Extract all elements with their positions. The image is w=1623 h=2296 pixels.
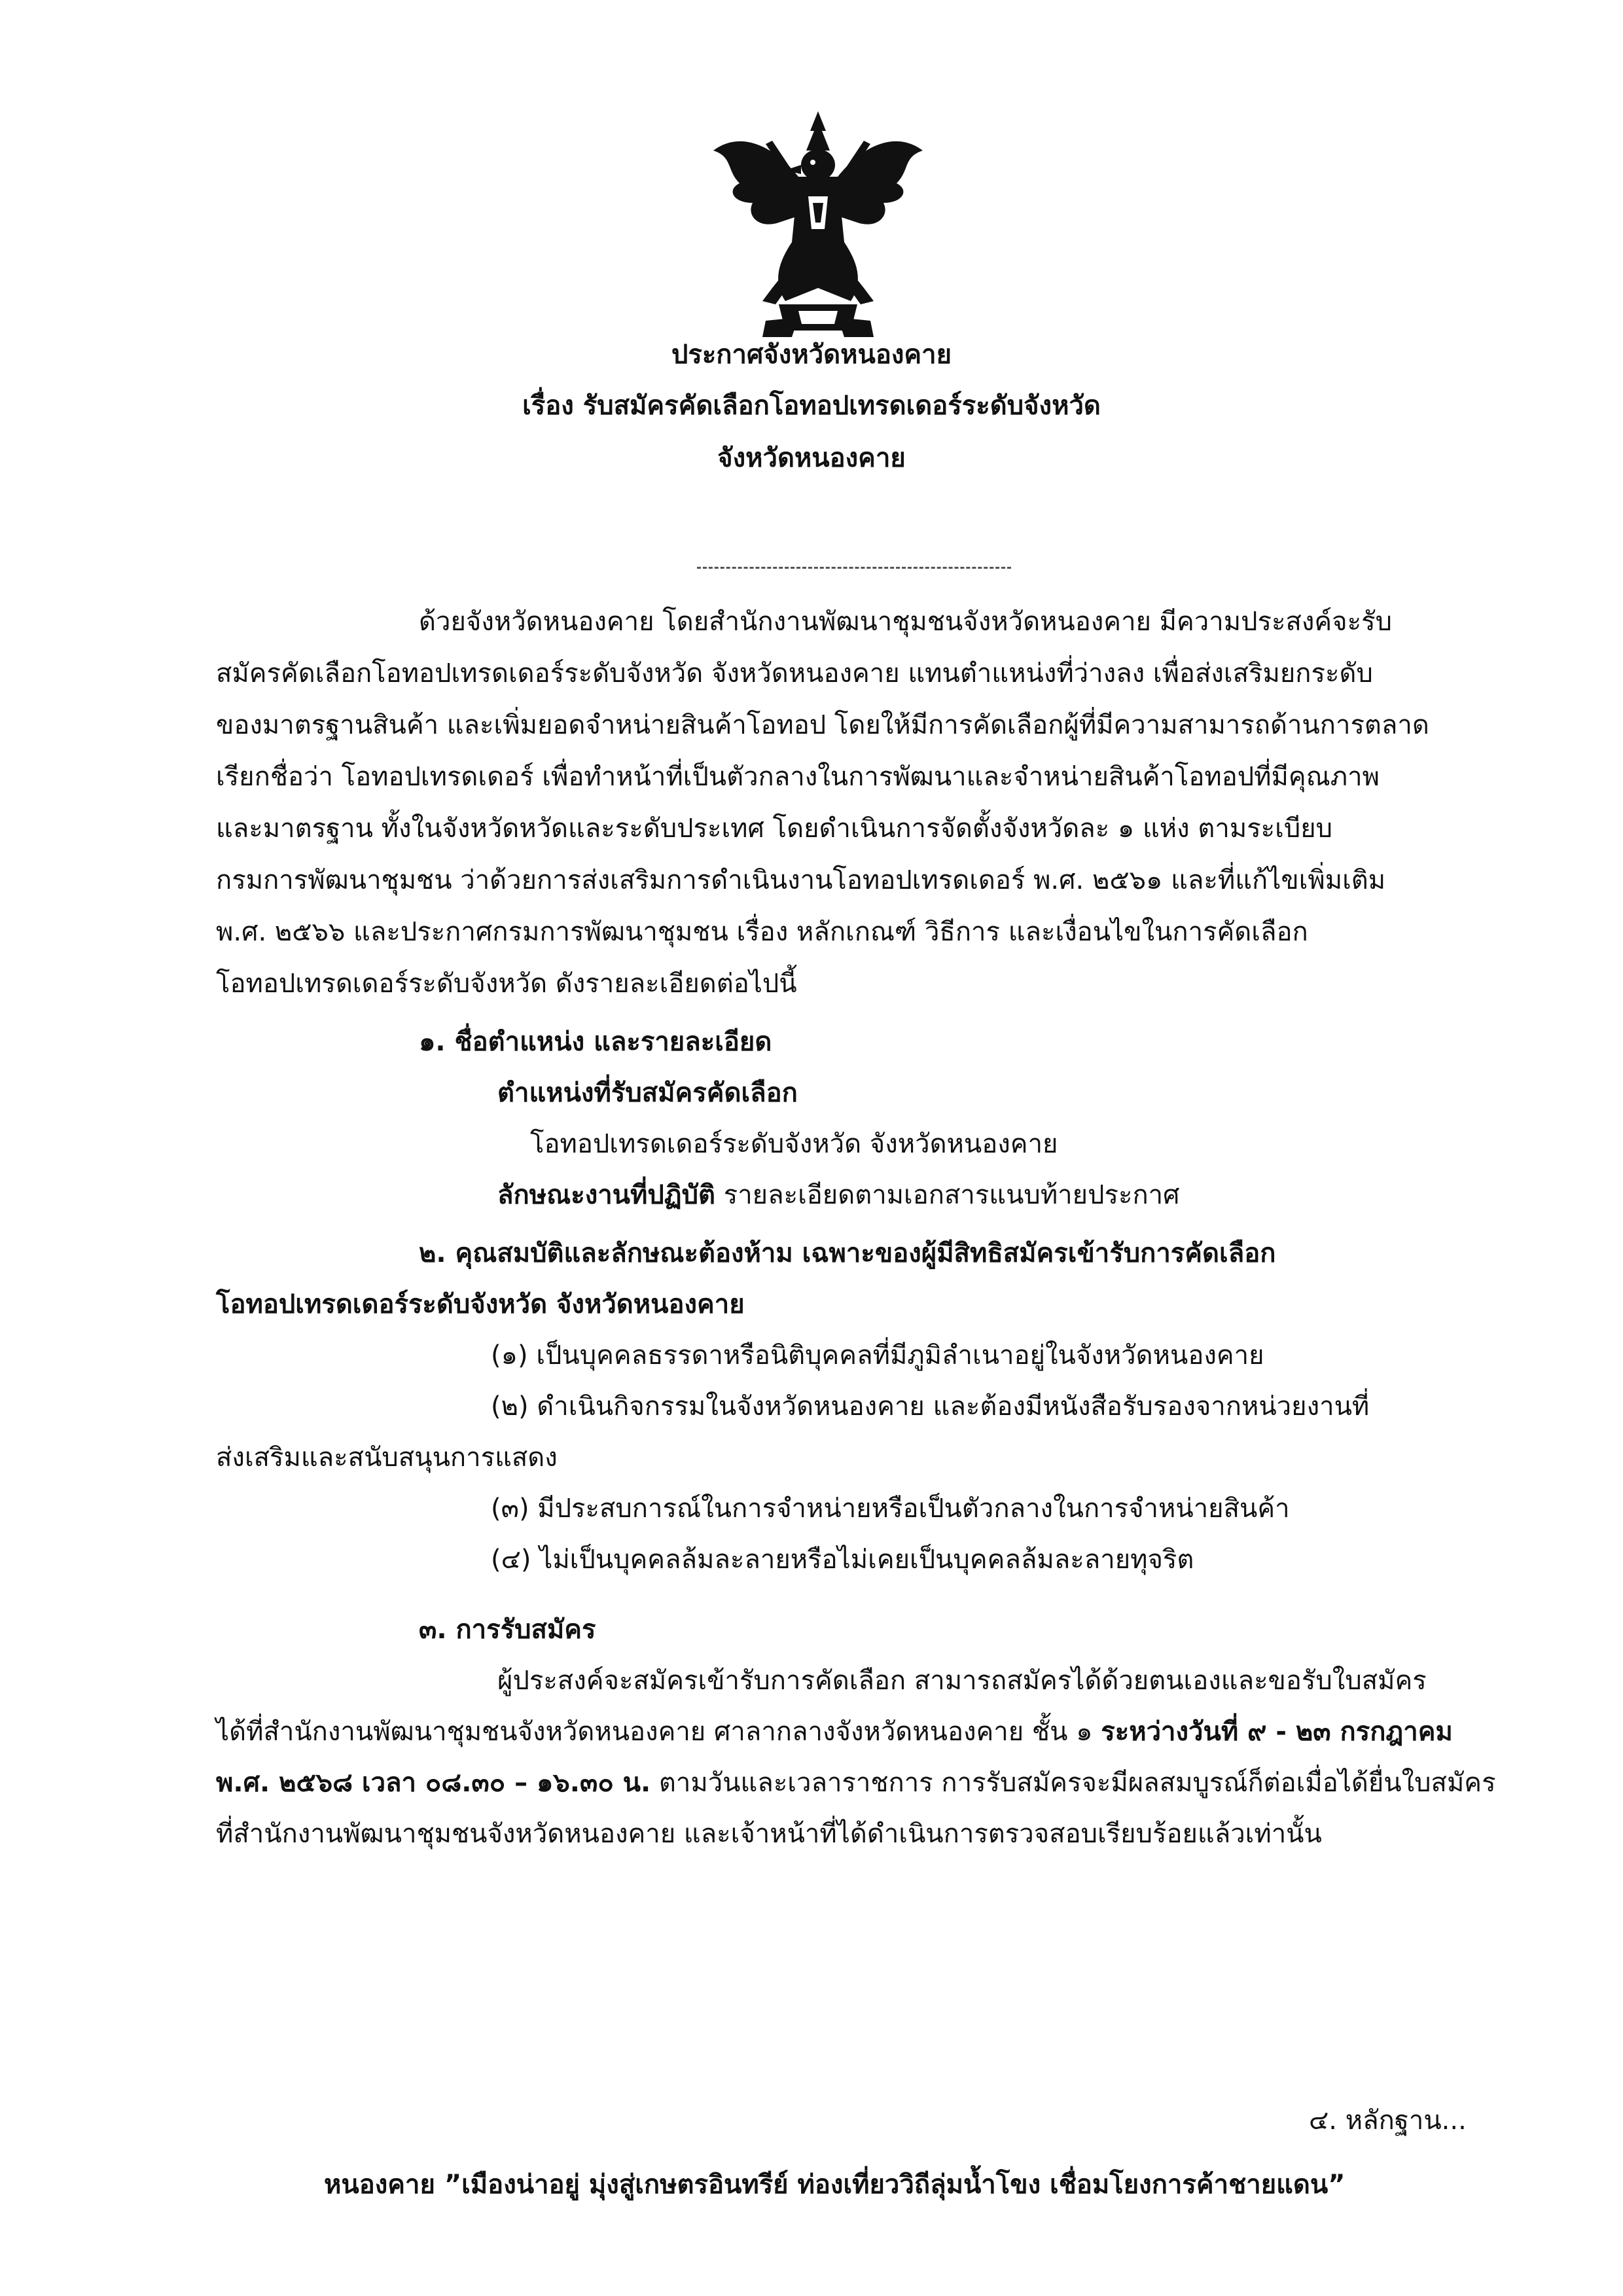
position-value: โอทอปเทรดเดอร์ระดับจังหวัด จังหวัดหนองคาย [530, 1129, 1058, 1159]
intro-line-4: เรียกชื่อว่า โอทอปเทรดเดอร์ เพื่อทำหน้าที่เป็นตัวกลางในการพัฒนาและจำหน่ายสินค้าโอทอปที่มีคุณภาพ [216, 762, 1380, 792]
intro-line-7: พ.ศ. ๒๕๖๖ และประกาศกรมการพัฒนาชุมชน เรื่อง หลักเกณฑ์ วิธีการ และเงื่อนไขในการคัดเลือก [216, 917, 1308, 947]
announcement-province: จังหวัดหนองคาย [717, 443, 906, 473]
intro-line-5: และมาตรฐาน ทั้งในจังหวัดหวัดและระดับประเทศ โดยดำเนินการจัดตั้งจังหวัดละ ๑ แห่ง ตามระเบียบ [216, 814, 1333, 844]
application-line-3 [216, 1770, 1496, 1796]
qualification-item-1: (๑) เป็นบุคคลธรรดาหรือนิติบุคคลที่มีภูมิลำเนาอยู่ในจังหวัดหนองคาย [491, 1340, 1264, 1371]
intro-line-1: ด้วยจังหวัดหนองคาย โดยสำนักงานพัฒนาชุมชนจังหวัดหนองคาย มีความประสงค์จะรับ [419, 607, 1392, 637]
continuation-marker: ๔. หลักฐาน... [1309, 2106, 1467, 2136]
intro-line-3: ของมาตรฐานสินค้า และเพิ่มยอดจำหน่ายสินค้าโอทอป โดยให้มีการคัดเลือกผู้ที่มีความสามารถด้านการตลาด [216, 710, 1429, 740]
application-condition: ตามวันและเวลาราชการ การรับสมัครจะมีผลสมบูรณ์ก็ต่อเมื่อได้ยื่นใบสมัคร [651, 1768, 1496, 1798]
intro-line-2: สมัครคัดเลือกโอทอปเทรดเดอร์ระดับจังหวัด จังหวัดหนองคาย แทนตำแหน่งที่ว่างลง เพื่อส่งเสริมยกระดับ [216, 658, 1373, 689]
announcement-subject: เรื่อง รับสมัครคัดเลือกโอทอปเทรดเดอร์ระดับจังหวัด [522, 391, 1101, 421]
duty-label: ลักษณะงานที่ปฏิบัติ [497, 1180, 716, 1210]
application-line-1: ผู้ประสงค์จะสมัครเข้ารับการคัดเลือก สามารถสมัครได้ด้วยตนเองและขอรับใบสมัคร [497, 1666, 1427, 1696]
application-hours: พ.ศ. ๒๕๖๘ เวลา ๐๘.๓๐ – ๑๖.๓๐ น. [216, 1768, 651, 1798]
application-period: ระหว่างวันที่ ๙ - ๒๓ กรกฎาคม [1101, 1717, 1453, 1747]
announcement-title: ประกาศจังหวัดหนองคาย [671, 340, 952, 370]
intro-line-6: กรมการพัฒนาชุมชน ว่าด้วยการส่งเสริมการดำเนินงานโอทอปเทรดเดอร์ พ.ศ. ๒๕๖๑ และที่แก้ไขเพิ่มเติม [216, 865, 1386, 895]
application-line-2 [216, 1719, 1453, 1745]
duty-value: รายละเอียดตามเอกสารแนบท้ายประกาศ [715, 1180, 1180, 1210]
qualification-item-2: (๒) ดำเนินกิจกรรมในจังหวัดหนองคาย และต้องมีหนังสือรับรองจากหน่วยงานที่ [491, 1391, 1370, 1422]
section-2-heading-cont: โอทอปเทรดเดอร์ระดับจังหวัด จังหวัดหนองคาย [216, 1289, 745, 1319]
position-label: ตำแหน่งที่รับสมัครคัดเลือก [497, 1078, 798, 1108]
header-divider [697, 567, 1011, 569]
duty-line [497, 1182, 1180, 1208]
qualification-item-3: (๓) มีประสบการณ์ในการจำหน่ายหรือเป็นตัวกลางในการจำหน่ายสินค้า [491, 1494, 1290, 1524]
garuda-emblem-icon [700, 105, 936, 340]
footer-slogan: หนองคาย ”เมืองน่าอยู่ มุ่งสู่เกษตรอินทรีย์ ท่องเที่ยววิถีลุ่มน้ำโขง เชื่อมโยงการค้าชายแดน” [324, 2170, 1346, 2200]
section-1-heading: ๑. ชื่อตำแหน่ง และรายละเอียด [419, 1027, 772, 1057]
application-location: ได้ที่สำนักงานพัฒนาชุมชนจังหวัดหนองคาย ศาลากลางจังหวัดหนองคาย ชั้น ๑ [216, 1717, 1101, 1747]
section-2-heading: ๒. คุณสมบัติและลักษณะต้องห้าม เฉพาะของผู้มีสิทธิสมัครเข้ารับการคัดเลือก [419, 1238, 1276, 1268]
qualification-item-2-cont: ส่งเสริมและสนับสนุนการแสดง [216, 1443, 558, 1473]
qualification-item-4: (๔) ไม่เป็นบุคคลล้มละลายหรือไม่เคยเป็นบุคคลล้มละลายทุจริต [491, 1545, 1194, 1575]
section-3-heading: ๓. การรับสมัคร [419, 1615, 596, 1645]
application-line-4: ที่สำนักงานพัฒนาชุมชนจังหวัดหนองคาย และเจ้าหน้าที่ได้ดำเนินการตรวจสอบเรียบร้อยแล้วเท่านั้น [216, 1819, 1322, 1849]
intro-line-8: โอทอปเทรดเดอร์ระดับจังหวัด ดังรายละเอียดต่อไปนี้ [216, 969, 797, 999]
